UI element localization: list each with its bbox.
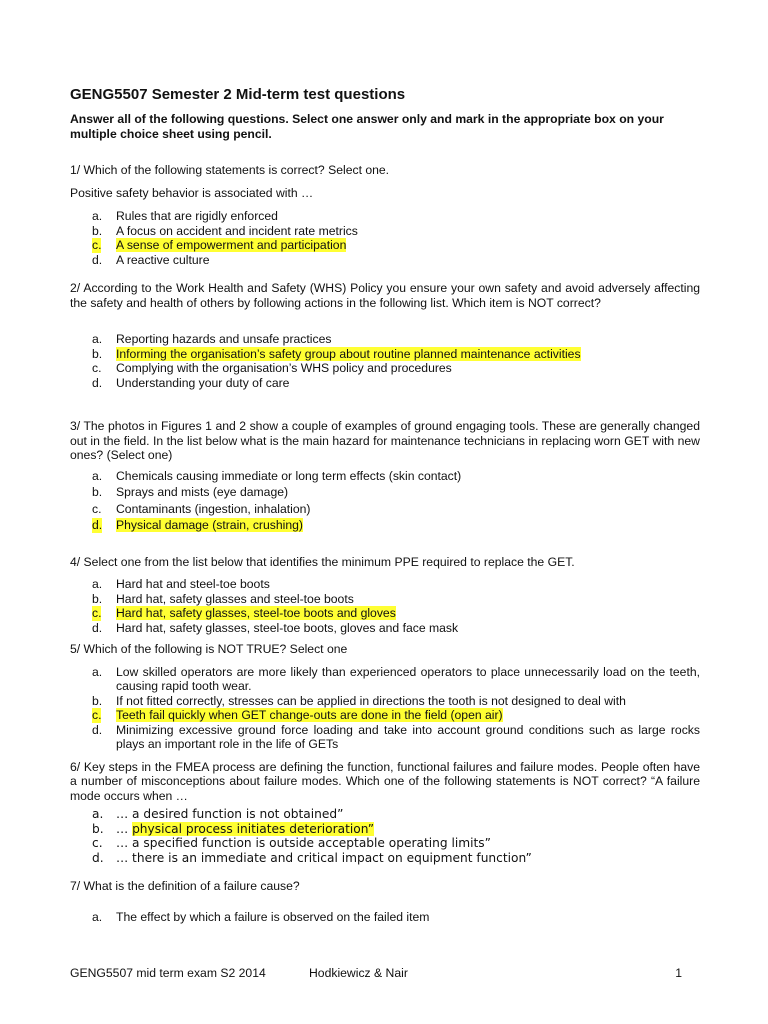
- question-2: [70, 281, 700, 390]
- option-list: [70, 209, 700, 267]
- option-a: [70, 577, 700, 592]
- question-text: 3/ The photos in Figures 1 and 2 show a couple of examples of ground engaging tools. These are generally changed out in the field. In the list below what is the main hazard for maintenance technicians in replacing worn GET with new ones? (Select one): [70, 419, 700, 462]
- option-text: Hard hat, safety glasses, steel-toe boots, gloves and face mask: [116, 620, 459, 635]
- option-c: [70, 836, 700, 851]
- option-label: c.: [92, 606, 102, 620]
- highlighted-answer: physical process initiates deterioration”: [132, 821, 375, 836]
- option-b: [70, 224, 700, 239]
- highlighted-answer: Hard hat, safety glasses, steel-toe boots and gloves: [116, 606, 396, 620]
- option-list: [70, 332, 700, 390]
- option-label: a.: [92, 909, 103, 924]
- option-label: c.: [92, 238, 102, 252]
- page-title: GENG5507 Semester 2 Mid-term test questions: [70, 86, 406, 103]
- option-label: d.: [92, 850, 104, 865]
- option-text: … a specified function is outside acceptable operating limits”: [116, 836, 491, 850]
- option-text: Hard hat, safety glasses and steel-toe boots: [116, 591, 354, 606]
- option-list: [70, 469, 700, 533]
- highlighted-answer: Teeth fail quickly when GET change-outs are done in the field (open air): [116, 708, 503, 722]
- option-list: [70, 910, 700, 925]
- question-4: [70, 555, 700, 636]
- option-b: [70, 822, 700, 837]
- option-label: c.: [92, 361, 102, 375]
- page-number: 1: [675, 966, 682, 980]
- question-text: 1/ Which of the following statements is correct? Select one.: [70, 163, 390, 177]
- highlighted-answer: A sense of empowerment and participation: [116, 238, 347, 252]
- option-text: Rules that are rigidly enforced: [116, 209, 278, 223]
- option-text: Hard hat and steel-toe boots: [116, 577, 270, 591]
- question-6: [70, 760, 700, 866]
- option-text: Low skilled operators are more likely than experienced operators to place unnecessarily load on the teeth, causing rapid tooth wear.: [116, 664, 700, 693]
- option-label: c.: [92, 501, 102, 516]
- option-d: [70, 376, 700, 391]
- question-subtext: Positive safety behavior is associated with …: [70, 185, 314, 200]
- option-label: c.: [92, 708, 102, 722]
- option-d: [70, 851, 700, 866]
- option-text: A reactive culture: [116, 252, 210, 267]
- question-text: 7/ What is the definition of a failure cause?: [70, 879, 300, 893]
- option-label: b.: [92, 591, 103, 606]
- option-a: [70, 469, 700, 484]
- option-text: Chemicals causing immediate or long term effects (skin contact): [116, 468, 462, 483]
- option-d: [70, 723, 700, 752]
- option-text: Understanding your duty of care: [116, 375, 290, 390]
- option-text: Sprays and mists (eye damage): [116, 485, 289, 499]
- option-list: [70, 577, 700, 635]
- option-prefix: …: [116, 821, 133, 836]
- option-label: d.: [92, 722, 103, 737]
- option-text: The effect by which a failure is observed on the failed item: [116, 909, 430, 924]
- option-b: [70, 347, 700, 362]
- option-b: [70, 485, 700, 500]
- option-a: [70, 332, 700, 347]
- exam-page: [70, 86, 700, 924]
- option-text: Minimizing excessive ground force loading and take into account ground conditions such as large rocks plays an important role in the life of GETs: [116, 722, 700, 751]
- option-c: [70, 708, 700, 723]
- option-label: d.: [92, 375, 103, 390]
- option-list: [70, 665, 700, 752]
- option-label: d.: [92, 518, 103, 532]
- option-list: [70, 807, 700, 865]
- option-d: [70, 253, 700, 268]
- option-text: … there is an immediate and critical impact on equipment function”: [116, 850, 532, 865]
- option-a: [70, 910, 700, 925]
- option-d: [70, 621, 700, 636]
- option-label: c.: [92, 836, 103, 850]
- option-label: d.: [92, 620, 103, 635]
- option-a: [70, 665, 700, 694]
- question-text: 6/ Key steps in the FMEA process are defining the function, functional failures and failure modes. People often have a number of misconceptions about failure modes. Which one of the following statements is NOT correct? “A failure mode occurs when …: [70, 759, 700, 803]
- option-label: a.: [92, 468, 103, 483]
- option-label: d.: [92, 252, 103, 267]
- option-text: Reporting hazards and unsafe practices: [116, 332, 332, 346]
- question-5: [70, 642, 700, 752]
- option-a: [70, 807, 700, 822]
- question-7: [70, 879, 700, 924]
- question-3: [70, 419, 700, 533]
- option-text: … a desired function is not obtained”: [116, 807, 344, 821]
- footer-course: GENG5507 mid term exam S2 2014: [70, 966, 266, 980]
- option-b: [70, 592, 700, 607]
- question-text: 2/ According to the Work Health and Safety (WHS) Policy you ensure your own safety and avoid adversely affecting the safety and health of others by following actions in the following list. Which item is NOT correct?: [70, 281, 700, 310]
- option-text: If not fitted correctly, stresses can be applied in directions the tooth is not designed to deal with: [116, 693, 626, 708]
- question-text: 5/ Which of the following is NOT TRUE? Select one: [70, 642, 348, 656]
- option-label: b.: [92, 223, 103, 238]
- footer-authors: Hodkiewicz & Nair: [309, 966, 408, 980]
- option-d: [70, 518, 700, 533]
- option-c: [70, 606, 700, 621]
- option-label: a.: [92, 807, 104, 821]
- option-b: [70, 694, 700, 709]
- option-label: b.: [92, 346, 103, 361]
- option-label: b.: [92, 485, 103, 499]
- highlighted-answer: Informing the organisation’s safety group about routine planned maintenance activities: [116, 346, 581, 361]
- highlighted-answer: Physical damage (strain, crushing): [116, 518, 303, 532]
- option-text: Complying with the organisation’s WHS policy and procedures: [116, 361, 452, 375]
- option-label: a.: [92, 209, 103, 223]
- option-c: [70, 502, 700, 517]
- option-label: a.: [92, 332, 103, 346]
- option-text: A focus on accident and incident rate metrics: [116, 223, 358, 238]
- option-label: b.: [92, 821, 104, 836]
- option-a: [70, 209, 700, 224]
- option-c: [70, 361, 700, 376]
- question-text: 4/ Select one from the list below that identifies the minimum PPE required to replace the GET.: [70, 554, 575, 569]
- question-1: [70, 163, 700, 267]
- option-label: a.: [92, 664, 103, 679]
- option-text: Contaminants (ingestion, inhalation): [116, 501, 311, 516]
- instructions: Answer all of the following questions. Select one answer only and mark in the appropriate box on your multiple choice sheet using pencil.: [70, 112, 664, 141]
- option-label: b.: [92, 693, 103, 708]
- option-label: a.: [92, 577, 103, 591]
- option-c: [70, 238, 700, 253]
